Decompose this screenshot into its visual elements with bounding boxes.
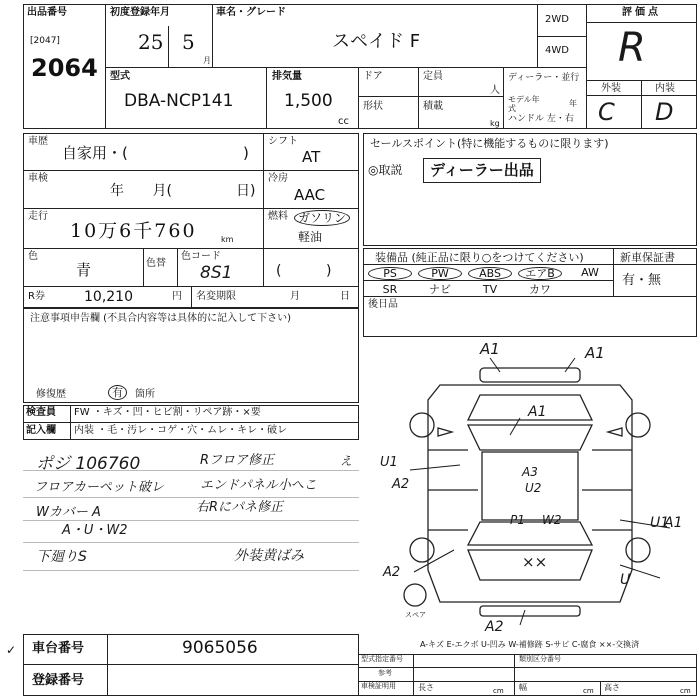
diagram-mark-8: P1: [510, 513, 525, 527]
divider: [363, 280, 613, 281]
warranty-value: 有・無: [622, 273, 662, 288]
drive-2wd: 2WD: [545, 14, 569, 25]
entry-label: 記入欄: [26, 425, 56, 436]
equipment-title: 装備品 (純正品に限り○をつけてください): [375, 251, 584, 264]
divider: [413, 654, 414, 696]
length-label: 長さ: [418, 683, 434, 692]
recycle-label: R券: [28, 291, 45, 302]
handle-label: ハンドル 左・右: [508, 114, 574, 124]
check-mark: ✓: [6, 643, 17, 657]
name-change-label: 名変期限: [196, 291, 236, 302]
chassis-value: 9065056: [182, 638, 258, 658]
diagram-mark-7: U2: [525, 481, 542, 495]
recycle-unit: 円: [172, 291, 182, 302]
sales-dealer: ディーラー出品: [423, 158, 541, 183]
diagram-mark-12: A1: [664, 515, 683, 531]
equipment-item: ABS: [468, 267, 512, 280]
divider: [23, 248, 359, 249]
lot-sub: [2047]: [30, 36, 60, 46]
exterior-label: 外装: [601, 83, 621, 94]
note-right-2: エンドパネル小へこ: [200, 478, 317, 493]
inspection-day: 日): [236, 183, 256, 199]
model-label: 型式: [110, 71, 130, 82]
fuel-gasoline: ガソリン: [294, 210, 350, 226]
divider: [600, 681, 601, 696]
height-unit: cm: [680, 687, 691, 695]
diagram-mark-5: A2: [392, 477, 410, 492]
inspector-label: 検査員: [26, 407, 56, 418]
diagram-mark-13: U: [620, 572, 631, 588]
reference-1: 参考: [378, 669, 392, 677]
cert-label: 車検証明用: [361, 682, 396, 690]
drive-4wd: 4WD: [545, 45, 569, 56]
divider: [23, 520, 359, 521]
divider: [168, 26, 169, 68]
car-name-label: 車名・グレード: [216, 7, 286, 18]
divider: [358, 667, 697, 668]
color-code-label: 色コード: [181, 251, 221, 262]
warranty-label: 新車保証書: [620, 251, 675, 264]
divider: [358, 681, 697, 682]
exterior-grade: C: [598, 98, 615, 126]
category-label: 類別区分番号: [519, 655, 561, 663]
first-reg-month: 5: [182, 30, 195, 54]
note-right-3: 右Rにパネ修正: [196, 500, 284, 515]
note-ae: え: [340, 454, 353, 468]
equipment-item: PS: [368, 267, 412, 280]
grade-label: 評価点: [622, 7, 661, 18]
inspector-line: FW ・キズ・凹・ヒビ割・リペア跡・×要: [74, 407, 261, 418]
shift-label: シフト: [268, 136, 298, 147]
note-line-2: フロアカーペット破レ: [34, 480, 164, 495]
divider: [23, 470, 359, 471]
ac-value: AAC: [294, 186, 326, 204]
type-designation: 型式指定番号: [361, 655, 403, 663]
diagram-mark-4: U1: [380, 455, 398, 470]
diagram-spare: スペア: [405, 611, 426, 619]
repair-label: 修復歴: [36, 389, 66, 400]
equipment-item: SR: [382, 283, 398, 296]
diagram-mark-2: A1: [585, 344, 605, 362]
reg-label: 登録番号: [32, 673, 85, 688]
mileage-label: 走行: [28, 211, 48, 222]
history-value: 自家用・(: [62, 144, 128, 162]
equipment-item: AW: [581, 266, 599, 279]
notes-title: 注意事項申告欄 (不具合内容等は具体的に記入して下さい): [30, 313, 291, 324]
sales-title: セールスポイント(特に機能するものに限ります): [370, 137, 609, 150]
divider: [586, 22, 697, 23]
sales-manual: ◎取説: [368, 163, 403, 177]
divider: [23, 170, 359, 171]
diagram-legend: A-キズ E-エクボ U-凹み W-補修跡 S-サビ C-腐食 ××-交換済: [420, 640, 640, 649]
inspection-value: 年 月(: [110, 183, 172, 199]
divider: [143, 248, 144, 286]
displacement-unit: cc: [338, 116, 349, 127]
after-label: 後日品: [368, 299, 398, 310]
history-close: ): [243, 144, 249, 162]
interior-label: 内装: [655, 83, 675, 94]
shape-label: 形状: [363, 101, 383, 112]
diagram-mark-6: A3: [522, 465, 538, 479]
note-right-1: Rフロア修正: [200, 453, 275, 468]
divider: [613, 248, 614, 296]
displacement-label: 排気量: [272, 71, 302, 82]
dealer-parallel: ディーラー・並行: [508, 73, 580, 83]
divider: [418, 67, 419, 129]
height-label: 高さ: [604, 683, 620, 692]
year-unit: 年: [569, 99, 577, 108]
first-reg-month-unit: 月: [203, 56, 211, 65]
divider: [537, 36, 587, 37]
repair-location: 箇所: [135, 389, 155, 400]
recycle-value: 10,210: [84, 289, 133, 305]
equipment-item: ナビ: [429, 283, 451, 296]
history-label: 車歴: [28, 136, 48, 147]
name-change-month: 月: [290, 291, 300, 302]
divider: [23, 497, 359, 498]
note-line-4: A・U・W2: [62, 523, 128, 538]
displacement-value: 1,500: [284, 91, 333, 111]
divider: [107, 634, 108, 696]
model-value: DBA-NCP141: [124, 91, 234, 111]
note-line-3: Wカバー A: [36, 505, 101, 520]
mileage-value: 10万6千760: [70, 220, 197, 242]
fuel-bracket: ( ): [276, 263, 332, 279]
note-right-4: 外装黄ばみ: [234, 548, 304, 564]
first-reg-year: 25: [138, 30, 164, 54]
seats-label: 定員: [423, 71, 443, 82]
ac-label: 冷房: [268, 173, 288, 184]
name-change-day: 日: [340, 291, 350, 302]
divider: [70, 405, 71, 440]
diagram-mark-11: U1: [650, 515, 670, 531]
equipment-item: TV: [482, 283, 498, 296]
model-year-label: モデル年式: [508, 95, 540, 113]
first-reg-label: 初度登録年月: [110, 7, 170, 18]
note-line-5: 下廻りS: [36, 549, 87, 565]
inspection-label: 車検: [28, 173, 48, 184]
diagram-mark-10: ××: [522, 553, 548, 571]
doors-label: ドア: [363, 71, 383, 82]
diagram-mark-14: A2: [383, 565, 401, 580]
color-label: 色: [28, 251, 38, 262]
width-label: 幅: [519, 683, 527, 692]
color-value: 青: [76, 261, 92, 279]
equipment-item: エアB: [518, 267, 562, 280]
car-name: スペイド F: [332, 31, 421, 52]
repair-value: 有: [108, 385, 127, 400]
divider: [263, 133, 264, 286]
entry-line: 内装 ・毛・汚レ・コゲ・穴・ムレ・キレ・破レ: [74, 425, 288, 436]
divider: [363, 296, 697, 297]
lot-label: 出品番号: [27, 7, 67, 18]
load-unit: kg: [490, 119, 500, 128]
diagram-mark-1: A1: [480, 340, 500, 358]
divider: [358, 96, 504, 97]
diagram-mark-15: A2: [485, 619, 504, 635]
color-code-value: 8S1: [200, 263, 233, 283]
divider: [177, 248, 178, 286]
seats-unit: 人: [490, 85, 500, 96]
diagram-mark-9: W2: [542, 513, 562, 527]
divider: [191, 286, 192, 308]
fuel-label: 燃料: [268, 211, 288, 222]
divider: [23, 422, 359, 423]
divider: [363, 264, 697, 265]
divider: [23, 570, 359, 571]
divider: [641, 80, 642, 129]
divider: [23, 542, 359, 543]
color-change-label: 色替: [146, 258, 166, 269]
interior-grade: D: [655, 98, 674, 126]
fuel-diesel: 軽油: [298, 230, 323, 244]
divider: [23, 664, 359, 665]
divider: [514, 654, 515, 696]
shift-value: AT: [302, 148, 321, 166]
grade-value: R: [618, 25, 646, 71]
width-unit: cm: [583, 687, 594, 695]
diagram-mark-3: A1: [528, 404, 547, 420]
chassis-label: 車台番号: [32, 641, 85, 656]
divider: [23, 208, 359, 209]
mileage-unit: km: [221, 235, 234, 244]
length-unit: cm: [493, 687, 504, 695]
note-line-1: ポジ 106760: [36, 454, 141, 474]
load-label: 積載: [423, 101, 443, 112]
equipment-item: PW: [418, 267, 462, 280]
equipment-item: カワ: [529, 283, 551, 296]
lot-number: 2064: [31, 54, 98, 82]
